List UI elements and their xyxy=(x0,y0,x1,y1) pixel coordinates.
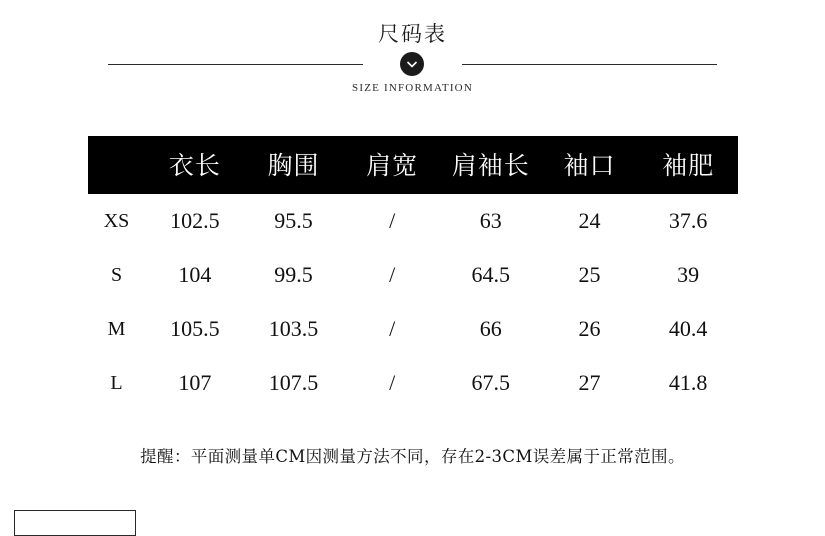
cell-2-2: / xyxy=(389,316,396,341)
table-header-cell-4: 袖口 xyxy=(563,151,616,180)
table-row xyxy=(88,248,738,302)
cell-1-3: 64.5 xyxy=(471,262,511,287)
row-size-label: M xyxy=(107,317,126,340)
table-header-corner xyxy=(88,136,146,194)
size-table-container xyxy=(0,136,825,410)
table-header-cell-1: 胸围 xyxy=(267,151,320,180)
divider-line-left xyxy=(108,64,363,65)
bottom-partial-box xyxy=(14,510,136,536)
cell-1-2: / xyxy=(389,262,396,287)
cell-1-5: 39 xyxy=(677,262,700,287)
table-header xyxy=(88,136,738,194)
row-size-label: L xyxy=(110,371,123,394)
table-row xyxy=(88,356,738,410)
cell-3-4: 27 xyxy=(578,370,601,395)
size-chart-header xyxy=(0,0,825,94)
cell-1-1: 99.5 xyxy=(274,262,313,287)
cell-3-2: / xyxy=(389,370,396,395)
cell-0-2: / xyxy=(389,208,396,233)
cell-2-4: 26 xyxy=(578,316,601,341)
table-body xyxy=(88,194,738,410)
cell-2-3: 66 xyxy=(479,316,502,341)
page-subtitle: SIZE INFORMATION xyxy=(352,82,473,94)
table-header-cell-5: 袖肥 xyxy=(662,151,715,180)
cell-0-4: 24 xyxy=(578,208,601,233)
cell-3-1: 107.5 xyxy=(268,370,319,395)
divider-line-right xyxy=(462,64,717,65)
cell-3-3: 67.5 xyxy=(471,370,511,395)
measurement-note: 提醒：平面测量单CM因测量方法不同，存在2-3CM误差属于正常范围。 xyxy=(140,447,685,466)
cell-2-0: 105.5 xyxy=(170,316,220,341)
table-header-cell-0: 衣长 xyxy=(168,151,221,180)
cell-1-4: 25 xyxy=(578,262,601,287)
cell-0-0: 102.5 xyxy=(170,208,220,233)
row-size-label: S xyxy=(110,263,123,286)
table-header-row xyxy=(88,136,738,194)
table-row xyxy=(88,302,738,356)
cell-0-5: 37.6 xyxy=(668,208,708,233)
cell-0-3: 63 xyxy=(479,208,502,233)
table-header-cell-3: 肩袖长 xyxy=(451,151,530,180)
cell-3-0: 107 xyxy=(178,370,212,395)
table-row xyxy=(88,194,738,248)
title-divider xyxy=(0,52,825,76)
cell-1-0: 104 xyxy=(178,262,212,287)
page-title: 尺码表 xyxy=(378,22,447,46)
cell-3-5: 41.8 xyxy=(668,370,708,395)
cell-2-5: 40.4 xyxy=(668,316,708,341)
row-size-label: XS xyxy=(103,209,130,232)
table-header-cell-2: 肩宽 xyxy=(366,151,419,180)
size-table xyxy=(88,136,738,410)
chevron-down-icon xyxy=(400,52,424,76)
cell-0-1: 95.5 xyxy=(274,208,313,233)
cell-2-1: 103.5 xyxy=(268,316,319,341)
